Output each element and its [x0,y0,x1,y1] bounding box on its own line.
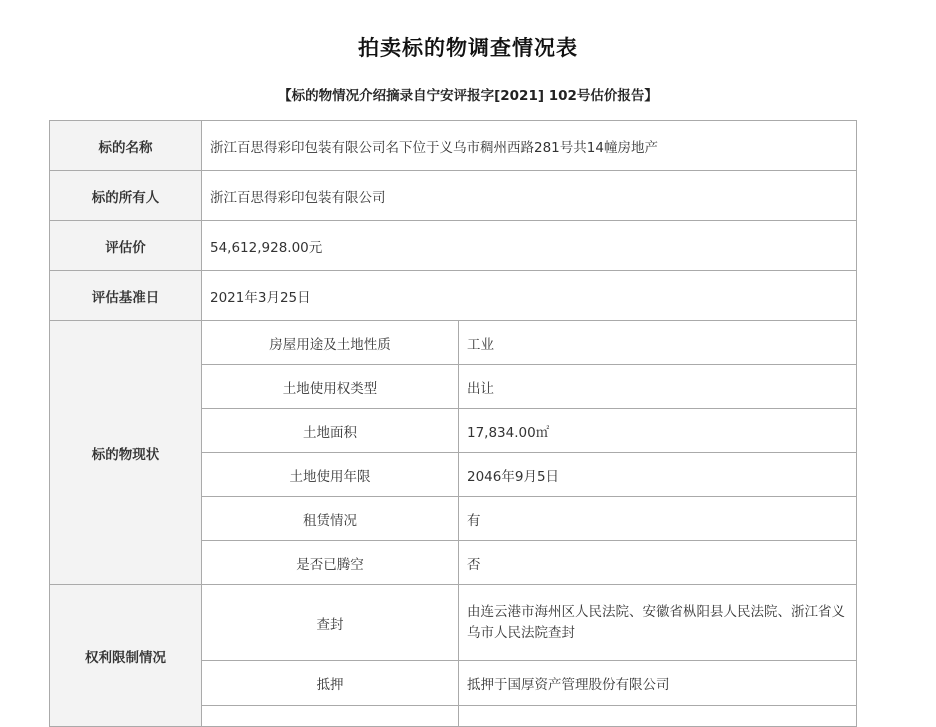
value-base-date: 2021年3月25日 [202,271,857,321]
sublabel-seizure: 查封 [202,585,459,661]
label-owner: 标的所有人 [50,171,202,221]
value-usage: 工业 [459,321,857,365]
label-name: 标的名称 [50,121,202,171]
value-owner: 浙江百思得彩印包装有限公司 [202,171,857,221]
value-mortgage: 抵押于国厚资产管理股份有限公司 [459,661,857,706]
report-source-note: 【标的物情况介绍摘录自宁安评报字[2021] 102号估价报告】 [278,88,658,104]
label-price: 评估价 [50,221,202,271]
table-row-status-usage [50,321,857,365]
sublabel-mortgage: 抵押 [202,661,459,706]
sublabel-lease: 租赁情况 [202,497,459,541]
table-row-price [50,221,857,271]
value-price: 54,612,928.00元 [202,221,857,271]
value-name: 浙江百思得彩印包装有限公司名下位于义乌市稠州西路281号共14幢房地产 [202,121,857,171]
table-cell-empty [202,706,459,727]
value-seizure: 由连云港市海州区人民法院、安徽省枞阳县人民法院、浙江省义乌市人民法院查封 [459,585,857,661]
value-land-area: 17,834.00㎡ [459,409,857,453]
table-cell-empty [459,706,857,727]
sublabel-land-area: 土地面积 [202,409,459,453]
table-row-name [50,121,857,171]
value-land-term: 2046年9月5日 [459,453,857,497]
value-lease: 有 [459,497,857,541]
sublabel-land-term: 土地使用年限 [202,453,459,497]
sublabel-usage: 房屋用途及土地性质 [202,321,459,365]
page-title: 拍卖标的物调查情况表 [358,36,578,60]
label-rights: 权利限制情况 [50,585,202,727]
sublabel-vacated: 是否已腾空 [202,541,459,585]
label-status: 标的物现状 [50,321,202,585]
value-vacated: 否 [459,541,857,585]
table-row-base-date [50,271,857,321]
table-row-owner [50,171,857,221]
value-land-right-type: 出让 [459,365,857,409]
table-row-rights-seizure [50,585,857,661]
auction-info-table [49,120,857,727]
label-base-date: 评估基准日 [50,271,202,321]
sublabel-land-right-type: 土地使用权类型 [202,365,459,409]
